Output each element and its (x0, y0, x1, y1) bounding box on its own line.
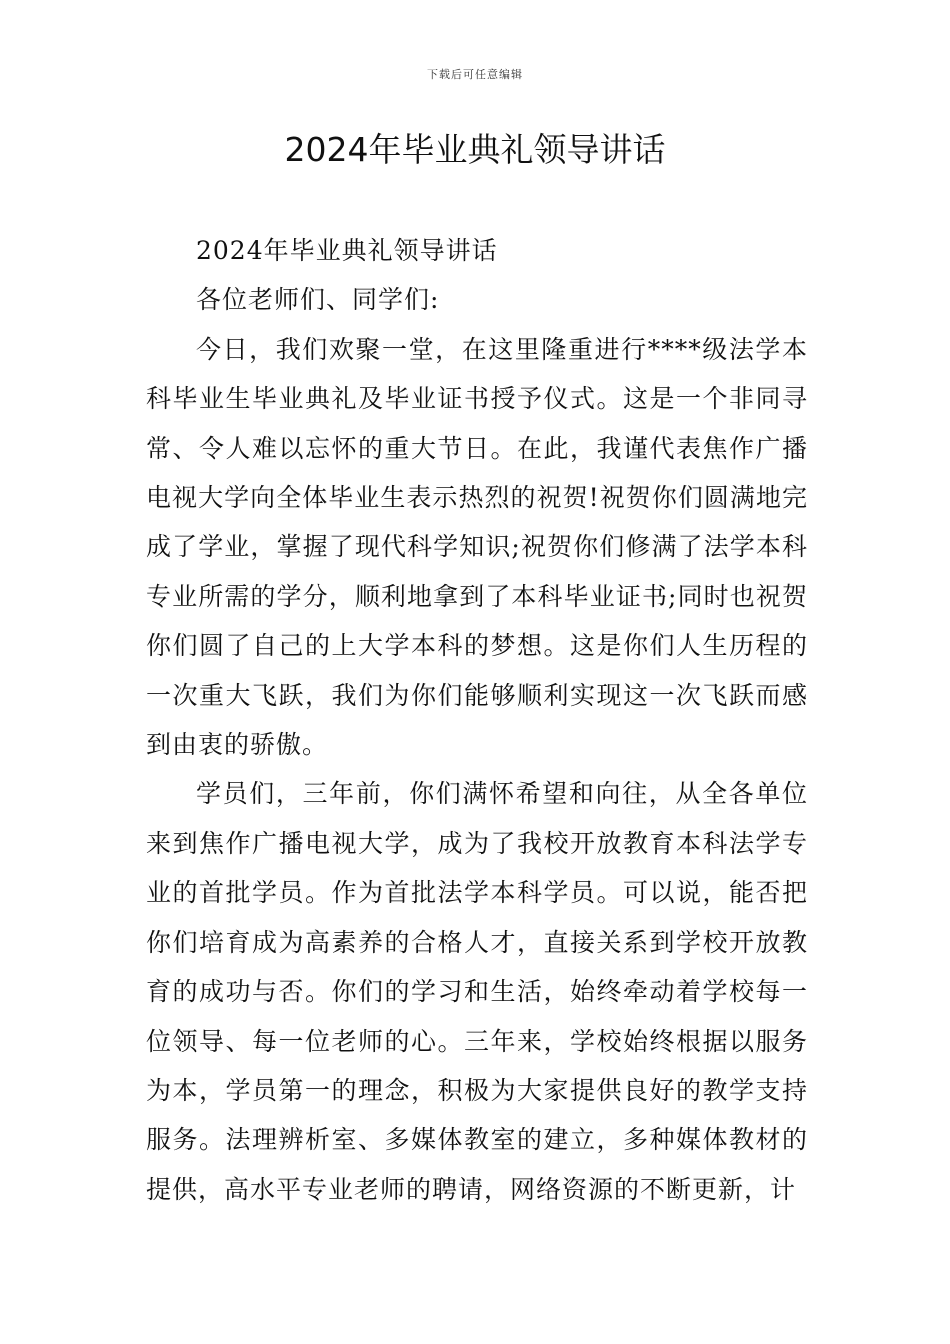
paragraph-subtitle: 2024年毕业典礼领导讲话 (196, 236, 498, 265)
header-note: 下载后可任意编辑 (427, 68, 523, 81)
document-title: 2024年毕业典礼领导讲话 (284, 130, 666, 169)
paragraph-salutation: 各位老师们、同学们: (196, 285, 440, 315)
document-body (146, 226, 808, 1214)
paragraph-students: 学员们，三年前，你们满怀希望和向往，从全各单位来到焦作广播电视大学，成为了我校开放教育本科法学专业的首批学员。作为首批法学本科学员。可以说，能否把你们培育成为高素养的合格人才，直接关系到学校开放教育的成功与否。你们的学习和生活，始终牵动着学校每一位领导、每一位老师的心。三年来，学校始终根据以服务为本，学员第一的理念，积极为大家提供良好的教学支持服务。法理辨析室、多媒体教室的建立，多种媒体教材的提供，高水平专业老师的聘请，网络资源的不断更新，计 (146, 779, 808, 1204)
paragraph-opening: 今日，我们欢聚一堂，在这里隆重进行****级法学本科毕业生毕业典礼及毕业证书授予仪式。这是一个非同寻常、令人难以忘怀的重大节日。在此，我谨代表焦作广播电视大学向全体毕业生表示热烈的祝贺!祝贺你们圆满地完成了学业，掌握了现代科学知识;祝贺你们修满了法学本科专业所需的学分，顺利地拿到了本科毕业证书;同时也祝贺你们圆了自己的上大学本科的梦想。这是你们人生历程的一次重大飞跃，我们为你们能够顺利实现这一次飞跃而感到由衷的骄傲。 (146, 334, 808, 760)
